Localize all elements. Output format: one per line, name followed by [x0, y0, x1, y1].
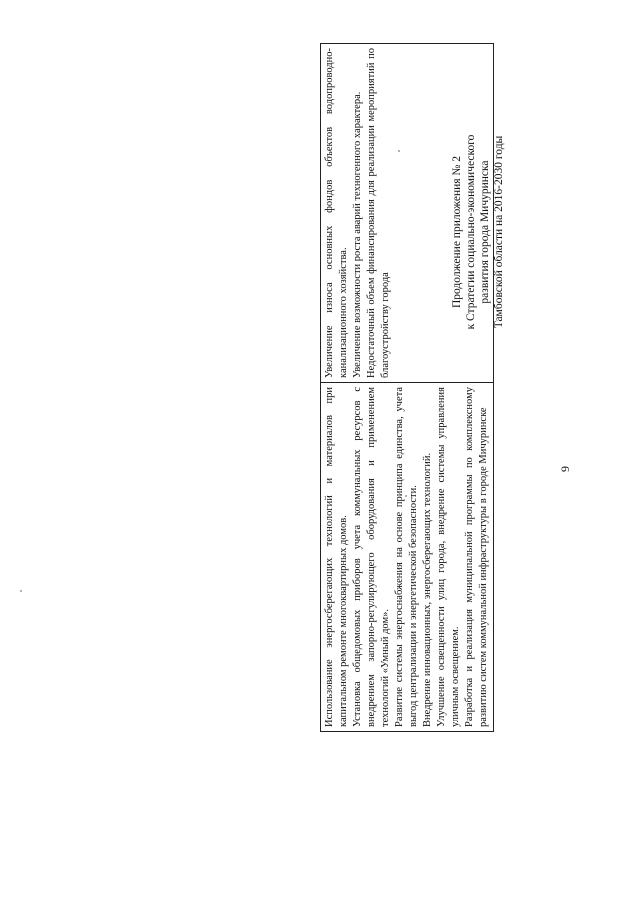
- header-line-1: Продолжение приложения № 2: [451, 155, 463, 309]
- scan-artifact: [398, 150, 400, 152]
- measures-cell: [321, 383, 494, 732]
- list-item: Увеличение износа основных фондов объектов водопроводно-канализационного хозяйства.: [324, 48, 349, 378]
- list-item: Использование энергосберегающих технологий и материалов при капитальном ремонте многоквартирных домов.: [324, 387, 349, 727]
- scan-artifact: [405, 495, 407, 497]
- list-item: Недостаточный объем финансирования для реализации мероприятий по благоустройству города: [366, 48, 391, 378]
- list-item: Увеличение возможности роста аварий техногенного характера.: [352, 91, 363, 378]
- list-item: Внедрение инновационных, энергосберегающих технологий.: [422, 452, 433, 727]
- list-item: Улучшение освещенности улиц города, внедрение системы управления уличным освещением.: [436, 387, 461, 727]
- scan-artifact: [20, 590, 22, 592]
- page-number: 9: [558, 466, 572, 472]
- list-item: Развитие системы энергоснабжения на основе принципа единства, учета выгод централизации и энергетической безопасности.: [394, 387, 419, 727]
- header-line-3: развития города Мичуринска: [479, 160, 491, 304]
- threats-cell: [321, 44, 494, 383]
- header-line-4: Тамбовской области на 2016-2030 годы: [493, 135, 505, 329]
- strategy-table: [320, 43, 494, 732]
- list-item: Разработка и реализация муниципальной программы по комплексному развитию систем коммунальной инфраструктуры в городе Мичуринске: [464, 387, 489, 727]
- list-item: Установка общедомовых приборов учета коммунальных ресурсов с внедрением запорно-регулирующего оборудования и применением технологий «Умный дом».: [352, 387, 391, 727]
- table-row: [321, 44, 494, 732]
- rotated-sheet: [20, 22, 620, 882]
- header-line-2: к Стратегии социально-экономического: [465, 134, 477, 330]
